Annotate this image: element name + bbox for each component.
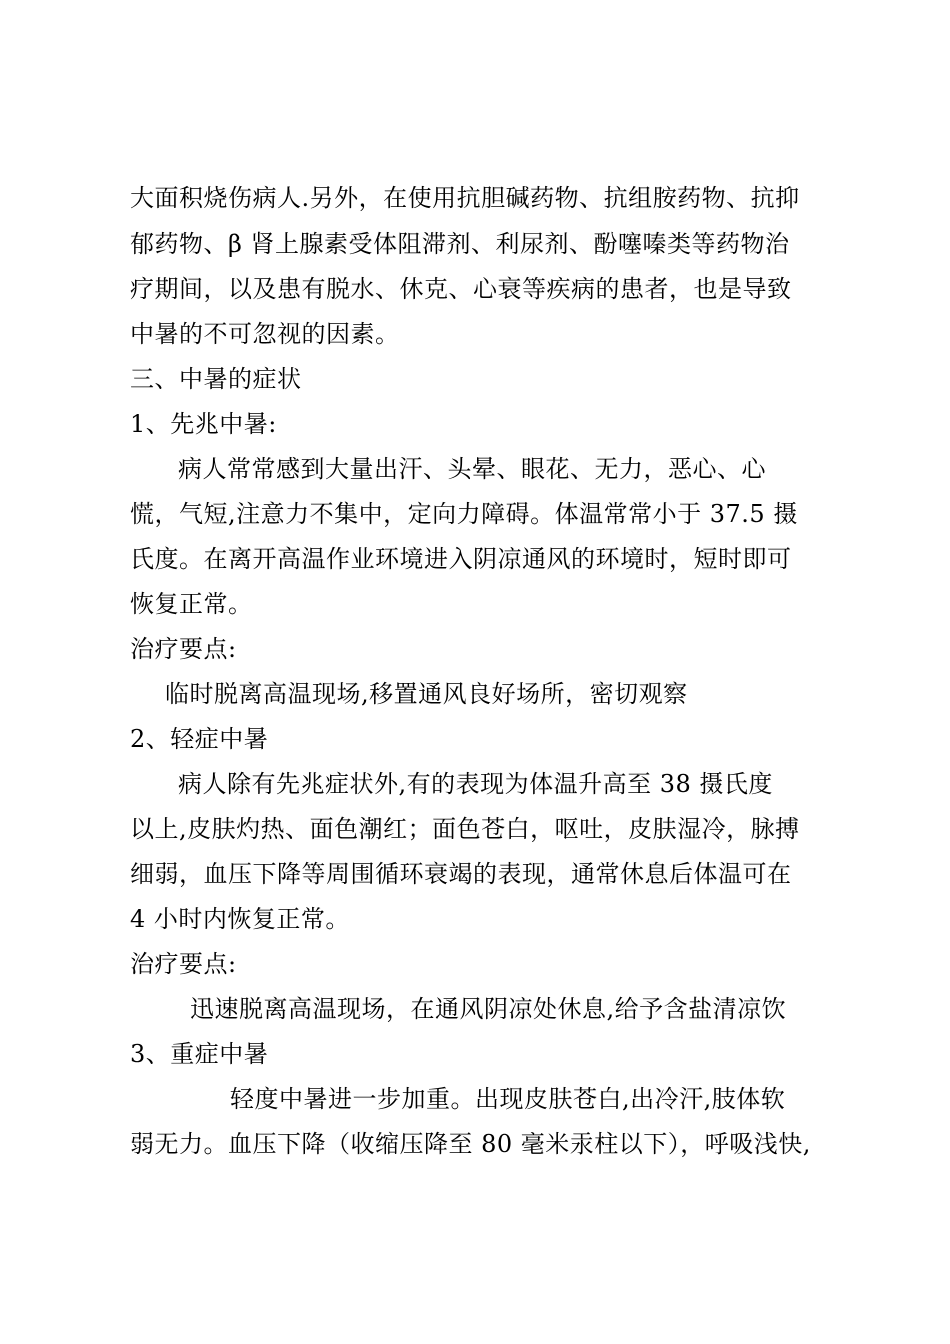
paragraph-line: 轻度中暑进一步加重。出现皮肤苍白,出冷汗,肢体软 [230,1085,786,1113]
paragraph-line: 临时脱离高温现场,移置通风良好场所，密切观察 [165,680,688,708]
paragraph-line: 大面积烧伤病人.另外，在使用抗胆碱药物、抗组胺药物、抗抑 [130,184,800,212]
subsection-heading: 3、重症中暑 [130,1040,269,1068]
treatment-heading: 治疗要点: [130,635,237,663]
subsection-heading: 2、轻症中暑 [130,725,269,753]
paragraph-line: 4 小时内恢复正常。 [130,905,350,933]
treatment-heading: 治疗要点: [130,950,237,978]
paragraph-line: 疗期间，以及患有脱水、休克、心衰等疾病的患者，也是导致 [130,275,792,303]
paragraph-line: 病人除有先兆症状外,有的表现为体温升高至 38 摄氏度 [178,770,773,798]
paragraph-line: 迅速脱离高温现场，在通风阴凉处休息,给予含盐清凉饮 [190,995,787,1023]
paragraph-line: 以上,皮肤灼热、面色潮红；面色苍白，呕吐，皮肤湿冷，脉搏 [130,815,800,843]
paragraph-line: 郁药物、β 肾上腺素受体阻滞剂、利尿剂、酚噻嗪类等药物治 [130,230,790,258]
section-heading: 三、中暑的症状 [130,365,302,393]
paragraph-line: 细弱，血压下降等周围循环衰竭的表现，通常休息后体温可在 [130,860,792,888]
paragraph-line: 慌，气短,注意力不集中，定向力障碍。体温常常小于 37.5 摄 [130,500,798,528]
paragraph-line: 恢复正常。 [130,590,253,618]
subsection-heading: 1、先兆中暑: [130,410,277,438]
paragraph-line: 病人常常感到大量出汗、头晕、眼花、无力，恶心、心 [178,455,766,483]
paragraph-line: 弱无力。血压下降（收缩压降至 80 毫米汞柱以下），呼吸浅快, [130,1130,811,1158]
paragraph-line: 氏度。在离开高温作业环境进入阴凉通风的环境时，短时即可 [130,545,792,573]
paragraph-line: 中暑的不可忽视的因素。 [130,320,400,348]
